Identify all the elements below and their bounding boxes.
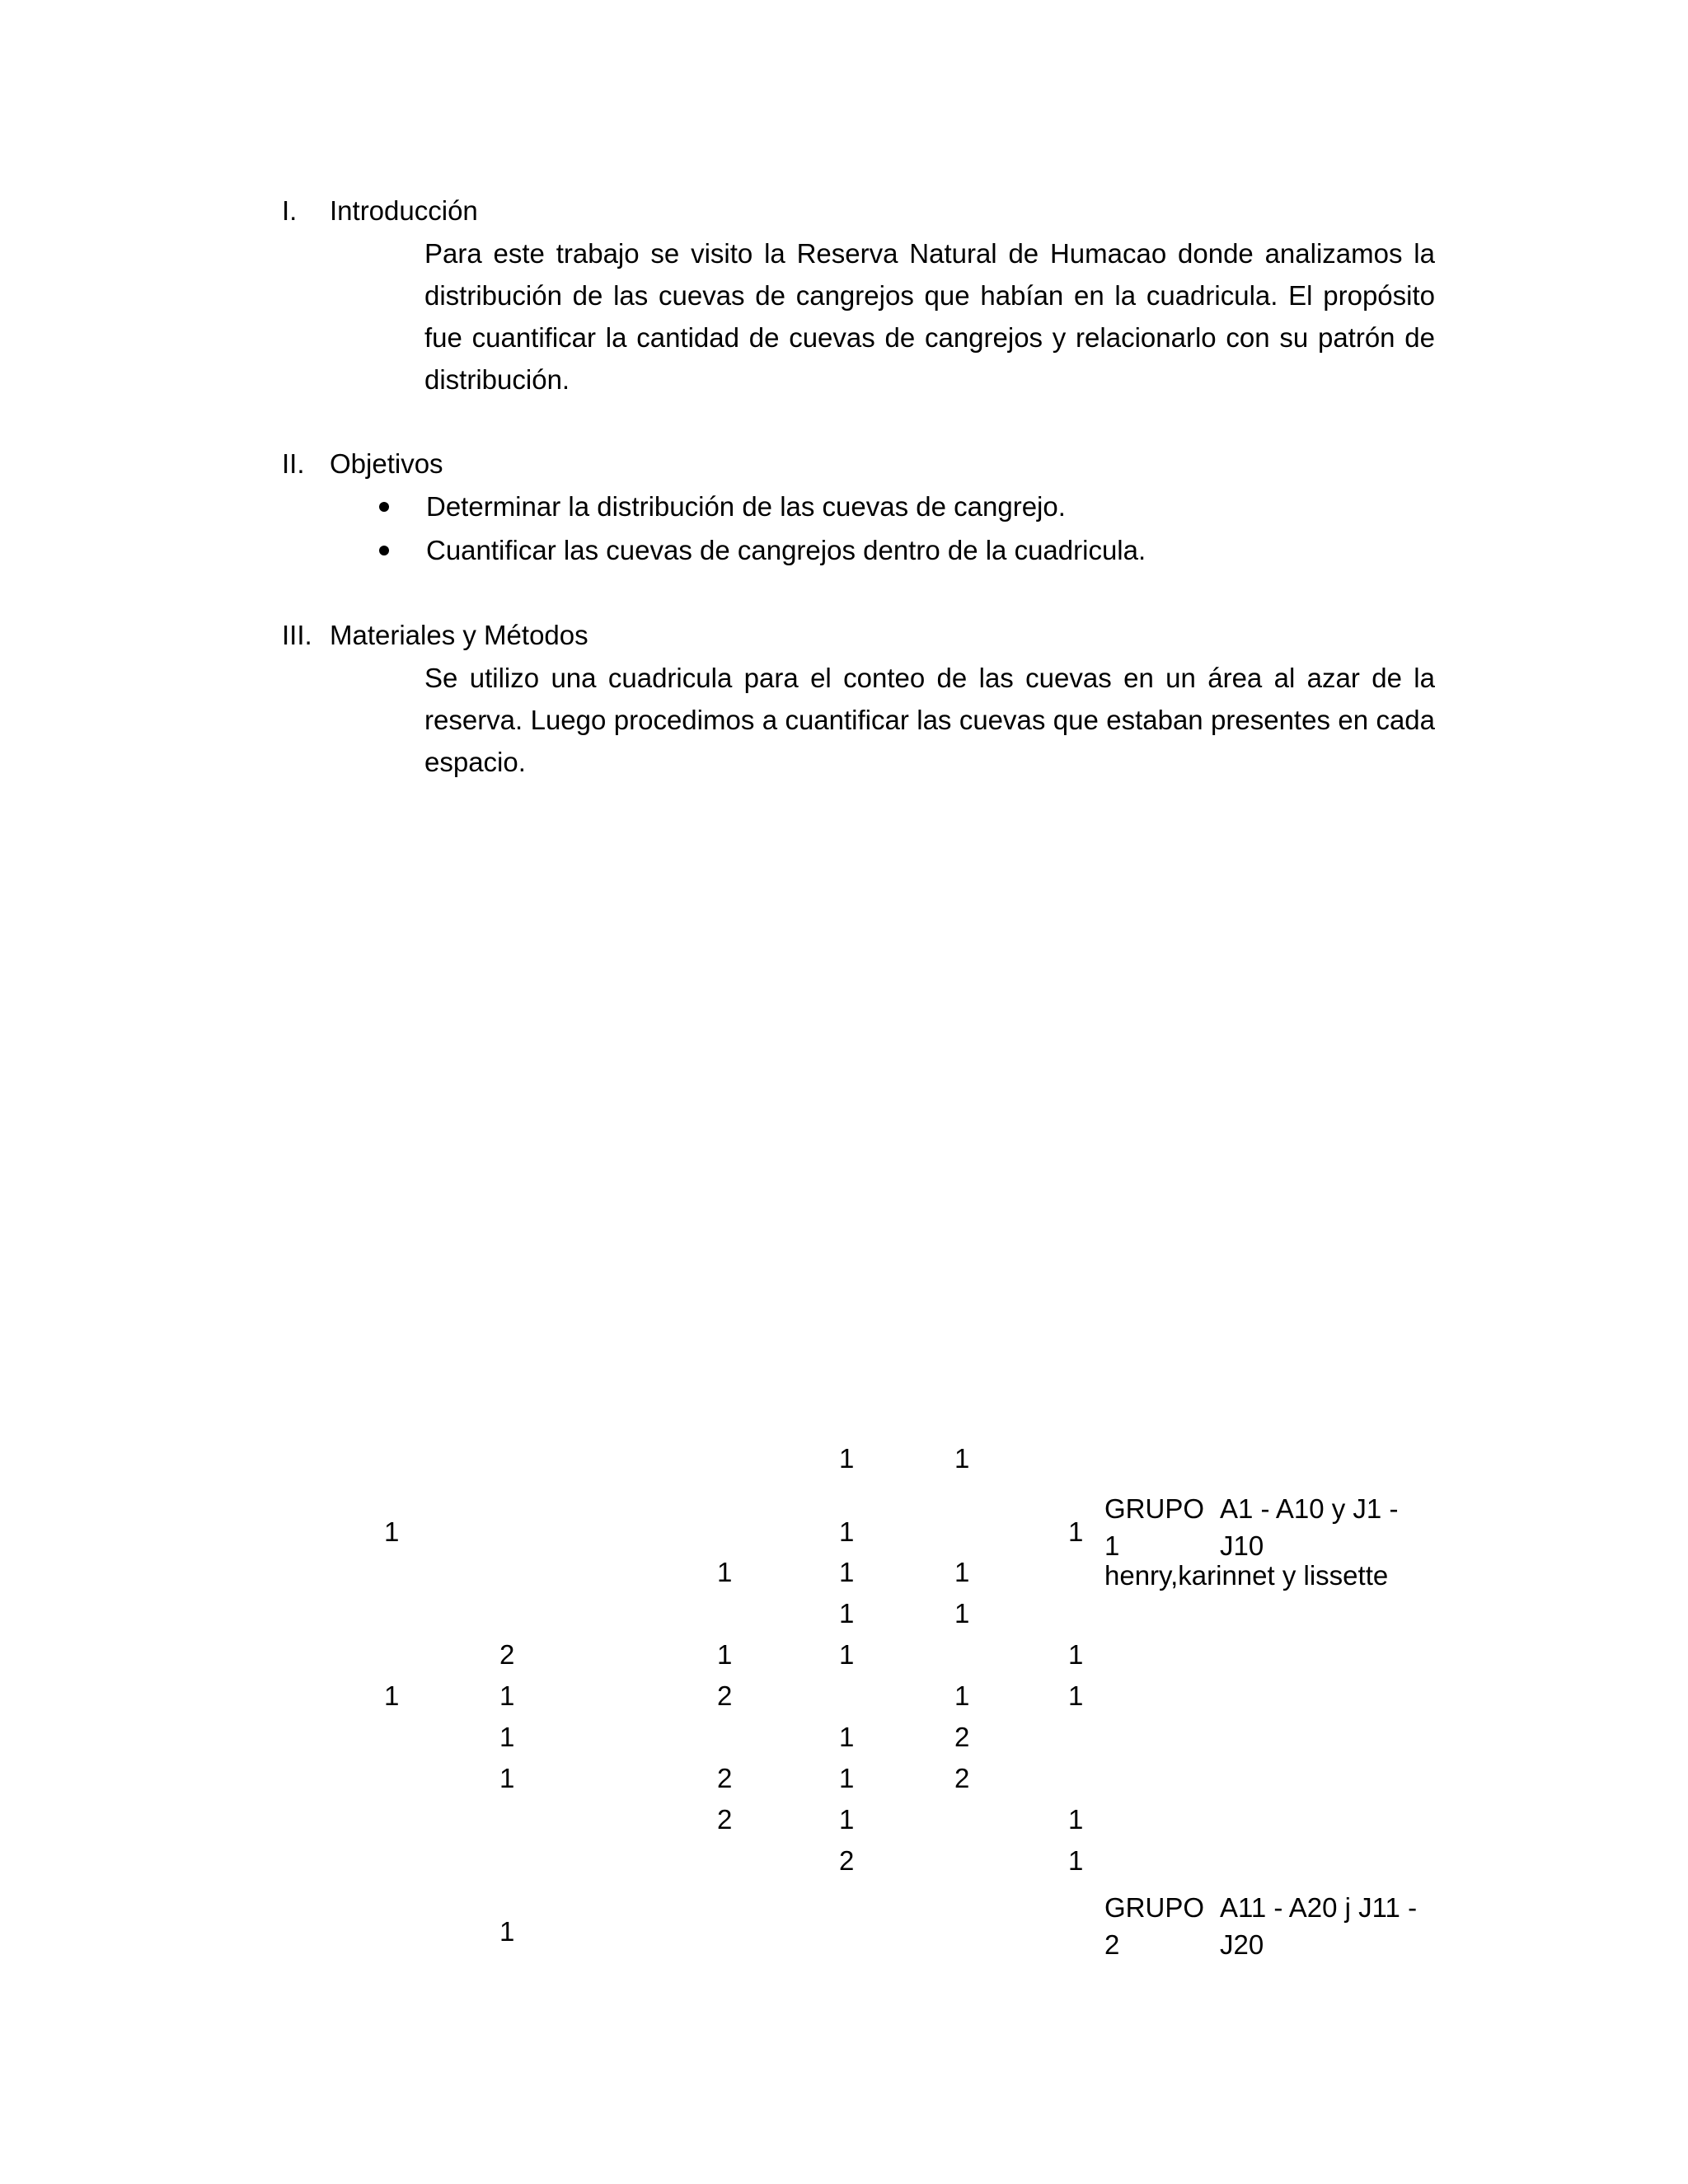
grid-cell: 2	[717, 1804, 733, 1835]
list-item-text: Determinar la distribución de las cuevas de cangrejo.	[426, 491, 1066, 522]
grid-cell: 1	[384, 1516, 400, 1547]
grid-cell: 2	[954, 1763, 970, 1793]
grid-cell: 1	[1068, 1639, 1084, 1670]
grid-cell: 1	[839, 1804, 855, 1835]
grid-cell: 1	[839, 1763, 855, 1793]
grid-cell: 2	[839, 1845, 855, 1876]
grid-cell: 1	[717, 1557, 733, 1587]
grid-cell: 1	[839, 1598, 855, 1629]
grid-cell: 1	[717, 1639, 733, 1670]
section-title: Introducción	[330, 195, 478, 226]
list-item-text: Cuantificar las cuevas de cangrejos dentro de la cuadricula.	[426, 535, 1146, 565]
introduccion-paragraph: Para este trabajo se visito la Reserva Natural de Humacao donde analizamos la distribución de las cuevas de cangrejos que habían en la cuadricula. El propósito fue cuantificar la cantidad de cuevas de cangrejos y relacionarlo con su patrón de distribución.	[424, 238, 1435, 395]
section-numeral: I.	[282, 195, 298, 226]
grid-cell: 1	[839, 1722, 855, 1752]
grid-cell: 1	[1068, 1680, 1084, 1711]
group1-range-line2: J10	[1220, 1530, 1264, 1561]
grid-cell: 1	[499, 1722, 515, 1752]
grid-cell: 2	[954, 1722, 970, 1752]
section-title: Materiales y Métodos	[330, 620, 588, 650]
grid-cell: 2	[717, 1763, 733, 1793]
grid-cell: 1	[499, 1916, 515, 1947]
group2-range-line1: A11 - A20 j J11 -	[1220, 1892, 1418, 1923]
grid-cell: 1	[499, 1763, 515, 1793]
group2-range	[1220, 1889, 1417, 1963]
group1-label	[1104, 1490, 1204, 1564]
grid-cell: 1	[954, 1598, 970, 1629]
grid-cell: 2	[717, 1680, 733, 1711]
grid-cell: 1	[839, 1516, 855, 1547]
grid-cell: 1	[954, 1443, 970, 1474]
grid-cell: 1	[954, 1680, 970, 1711]
grid-cell: 1	[384, 1680, 400, 1711]
group2-label-line2: 2	[1104, 1929, 1120, 1960]
group2-label	[1104, 1889, 1204, 1963]
grid-cell: 1	[839, 1443, 855, 1474]
grid-cell: 1	[1068, 1516, 1084, 1547]
grid-cell: 1	[839, 1557, 855, 1587]
grid-cell: 1	[1068, 1845, 1084, 1876]
group1-range-line1: A1 - A10 y J1 -	[1220, 1493, 1399, 1524]
group2-label-line1: GRUPO	[1104, 1892, 1205, 1923]
materiales-paragraph: Se utilizo una cuadricula para el conteo de las cuevas en un área al azar de la reserva. Luego procedimos a cuantificar las cuevas que estaban presentes en cada espacio.	[424, 663, 1435, 777]
group1-range	[1220, 1490, 1398, 1564]
group1-label-line2: 1	[1104, 1530, 1120, 1561]
group2-range-line2: J20	[1220, 1929, 1264, 1960]
grid-cell: 1	[839, 1639, 855, 1670]
grid-cell: 2	[499, 1639, 515, 1670]
section-title: Objetivos	[330, 448, 443, 479]
group1-label-line1: GRUPO	[1104, 1493, 1205, 1524]
grid-cell: 1	[1068, 1804, 1084, 1835]
grid-cell: 1	[499, 1680, 515, 1711]
section-numeral: II.	[282, 448, 305, 479]
section-numeral: III.	[282, 620, 312, 650]
grid-cell: 1	[954, 1557, 970, 1587]
group1-members: henry,karinnet y lissette	[1104, 1560, 1389, 1591]
